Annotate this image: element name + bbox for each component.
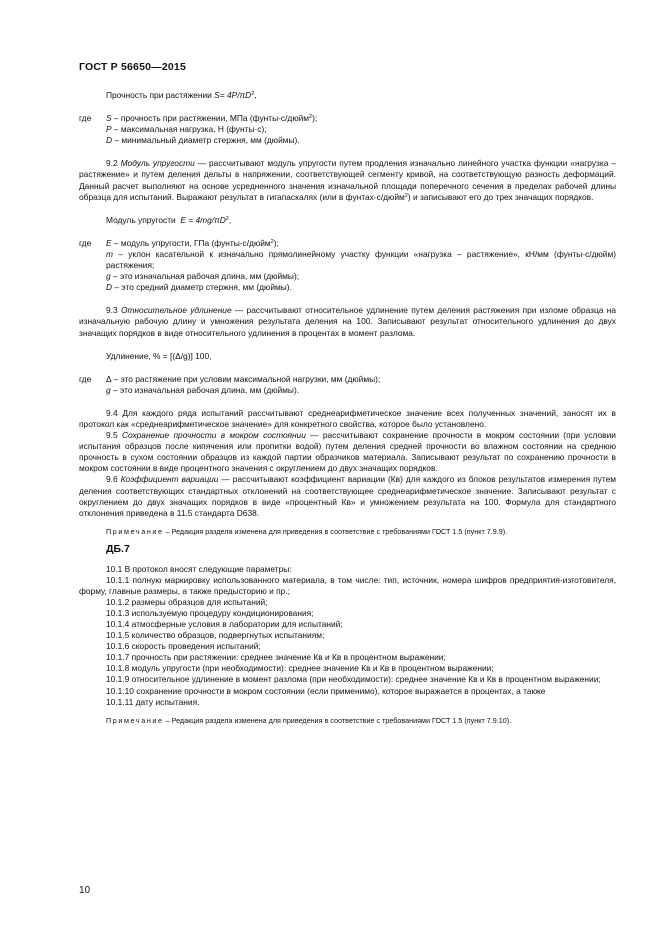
section-9-4: 9.4 Для каждого ряда испытаний рассчитывают среднеарифметическое значение всех полученных значений, заносят их в протокол как «среднеарифметическое значение» для конкретного свойства, которое было установлено.: [79, 407, 616, 429]
formula-elongation: Удлинение, % = [(Δ/g)] 100,: [106, 350, 212, 361]
list-item: 10.1 В протокол вносят следующие параметры:: [106, 563, 292, 574]
list-item: 10.1.3 используемую процедуру кондиционирования;: [106, 607, 314, 618]
note-section-9: Примечание – Редакция раздела изменена для приведения в соответствие с требованиями ГОСТ 1.5 (пункт 7.9.9).: [106, 526, 508, 536]
list-item: 10.1.1 полную маркировку использованного материала, в том числе: тип, источник, номера шифров предприятия-изготовителя, форму, главные размеры, а также предысторию и пр.;: [79, 574, 616, 596]
appendix-heading-db7: ДБ.7: [106, 543, 130, 556]
list-item: 10.1.6 скорость проведения испытаний;: [106, 641, 261, 652]
where-label: где: [79, 237, 92, 248]
where-block-modulus: где E – модуль упругости, ГПа (фунты-с/дюйм$^2$); m – уклон касательной к изначально прямолинейному участку функции «нагрузка – растяжение», кН/мм (фунты-с/дюйм) растяжения; g – это изначальная рабочая длина, мм (дюймы); D – это средний диаметр стержня, мм (дюймы).: [79, 237, 616, 293]
page-number: 10: [79, 885, 91, 896]
where-label: где: [79, 373, 92, 384]
formula-modulus: Модуль упругости $E = 4mg/\pi D^2$,: [106, 214, 232, 225]
list-item: 10.1.8 модуль упругости (при необходимости): среднее значение Кв и Кв в процентном выражении;: [106, 663, 494, 674]
list-item: 10.1.2 размеры образцов для испытаний;: [106, 596, 268, 607]
list-item: 10.1.4 атмосферные условия в лаборатории для испытаний;: [106, 618, 343, 629]
where-block-elongation: где Δ – это растяжение при условии максимальной нагрузки, мм (дюймы); g – это изначальная рабочая длина, мм (дюймы).: [79, 373, 381, 395]
note-section-10: Примечание – Редакция раздела изменена для приведения в соответствие с требованиями ГОСТ 1.5 (пункт 7.9.10).: [106, 715, 512, 725]
page-content: [79, 90, 616, 725]
list-item: 10.1.7 прочность при растяжении: среднее значение Кв и Кв в процентном выражении;: [106, 652, 446, 663]
section-9-5: 9.5 Сохранение прочности в мокром состоянии — рассчитывают сохранение прочности в мокром состоянии (при условии испытания образцов после кипячения или пропитки водой) путем деления средней прочности во влажном состоянии на среднюю прочность в сухом состоянии образцов из каждой партии образчиков материала. Записывают результат по сохранению прочности в мокром состоянии в виде процентного значения с округлением до двух значащих порядков.: [79, 430, 616, 474]
section-9-2: 9.2 Модуль упругости — рассчитывают модуль упругости путем продления изначально линейного участка функции «нагрузка – растяжение» и путем деления дельты в напряжении, соответствующей сегменту кривой, на соответствующую разность деформаций. Данный расчет выполняют на основе усредненного значения изначальной площади поперечного сечения в пределах рабочей длины образца для испытаний. Выражают результат в гигапаскалях (или в фунтах-с/дюйм$^2$) и записывают его до трех значащих порядков.: [79, 158, 616, 202]
list-item: 10.1.11 дату испытания.: [106, 696, 200, 707]
section-9-6: 9.6 Коэффициент вариации — рассчитывают коэффициент вариации (Кв) для каждого из блоков результатов измерения путем деления соответствующих стандартных отклонений на соответствующее среднеарифметическое значение. Записывают результат с округлением до двух значащих порядков в виде «процентный Кв» и умножением результата на 100. Формула для стандартного отклонения приведена в 11.5 стандарта D638.: [79, 474, 616, 518]
list-item: 10.1.10 сохранение прочности в мокром состоянии (если применимо), которое выражается в процентах, а также: [106, 685, 546, 696]
where-label: где: [79, 113, 92, 124]
protocol-list: [79, 564, 616, 708]
formula-strength: Прочность при растяжении $S= 4P/\pi D^2$,: [106, 90, 257, 100]
section-9-3: 9.3 Относительное удлинение — рассчитывают относительное удлинение путем деления растяжения при изломе образца на изначальную рабочую длину и умножения результата деления на 100. Записывают результат относительного удлинения до двух значащих порядков в виде относительного удлинения в процентах в момент разлома.: [79, 305, 616, 338]
document-header: ГОСТ Р 56650—2015: [79, 61, 187, 73]
where-block-strength: где S – прочность при растяжении, МПа (фунты-с/дюйм$^2$); P – максимальная нагрузка, Н (фунты·с); D – минимальный диаметр стержня, мм (дюймы).: [79, 113, 318, 146]
list-item: 10.1.5 количество образцов, подвергнутых испытаниям;: [106, 630, 325, 641]
list-item: 10.1.9 относительное удлинение в момент разлома (при необходимости): среднее значение Кв и Кв в процентном выражении;: [106, 674, 601, 685]
